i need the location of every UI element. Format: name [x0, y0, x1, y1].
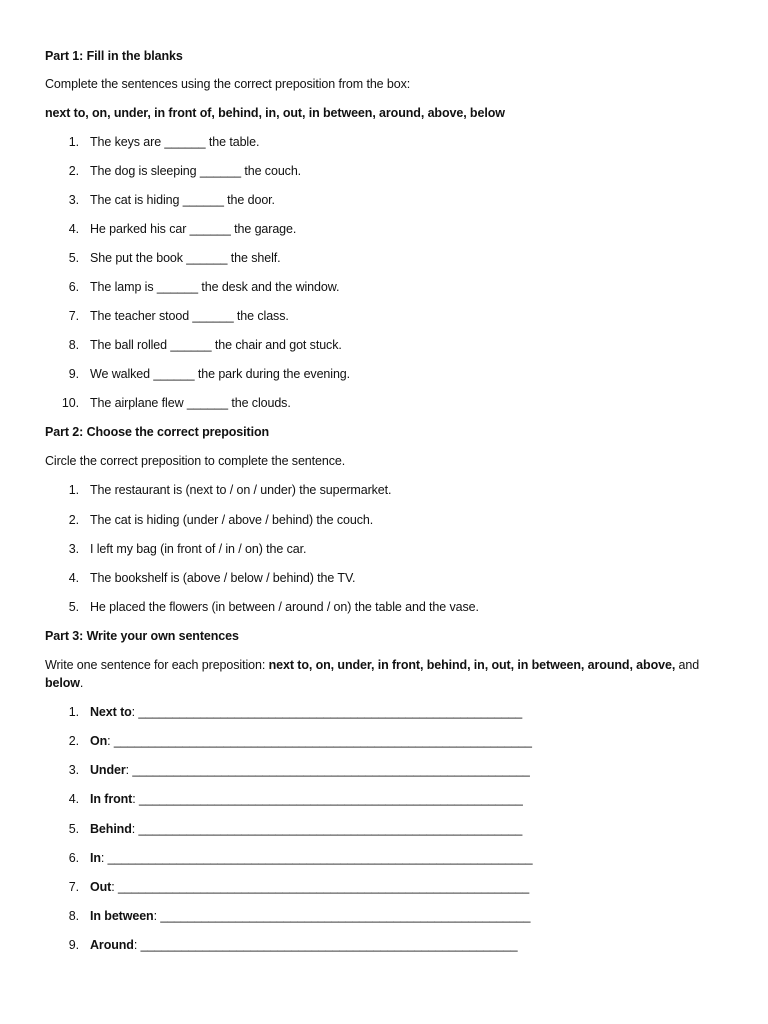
item-label: Next to: [90, 704, 132, 719]
item-label: Under: [90, 763, 126, 778]
answer-line: : ____________________________________________________________: [111, 879, 530, 894]
item-number: 1.: [68, 483, 79, 498]
part1-word-box: next to, on, under, in front of, behind, in, out, in between, around, above, below: [45, 106, 505, 120]
item-number: 7.: [68, 309, 79, 324]
list-item: [45, 278, 728, 296]
item-number: 4.: [68, 792, 79, 807]
part1-title: Part 1: Fill in the blanks: [45, 49, 183, 63]
item-number: 2.: [68, 512, 79, 527]
item-number: 4.: [68, 570, 79, 585]
list-item: [45, 162, 728, 180]
item-number: 5.: [68, 821, 79, 836]
part3-title: Part 3: Write your own sentences: [45, 628, 239, 643]
item-text: The keys are ______ the table.: [90, 135, 260, 149]
item-text: The cat is hiding (under / above / behind) the couch.: [90, 512, 374, 527]
list-item: [45, 133, 728, 151]
answer-line: : ________________________________________________________: [132, 792, 523, 807]
instruction-period: .: [79, 675, 84, 690]
item-number: 5.: [68, 251, 79, 266]
item-label: On: [90, 734, 108, 749]
part3-list: [45, 703, 728, 954]
item-label: Around: [90, 938, 134, 953]
answer-line: : __________________________________________________________: [125, 763, 530, 778]
list-item: [45, 394, 728, 412]
item-label: In between: [90, 908, 154, 923]
part2-title: Part 2: Choose the correct preposition: [45, 425, 270, 440]
item-number: 5.: [68, 599, 79, 614]
item-text: The airplane flew ______ the clouds.: [90, 396, 291, 411]
list-item: [45, 907, 728, 925]
instruction-text: Write one sentence for each preposition:: [45, 657, 269, 672]
list-item: [45, 249, 728, 267]
list-item: [45, 761, 728, 779]
item-text: The teacher stood ______ the class.: [90, 309, 289, 324]
item-number: 4.: [68, 222, 79, 237]
item-label: Behind: [90, 821, 132, 836]
answer-line: : _______________________________________________________: [133, 938, 518, 953]
list-item: [45, 790, 728, 808]
instruction-and: and: [675, 657, 700, 672]
answer-line: : ________________________________________________________: [131, 821, 523, 836]
part2-instruction: Circle the correct preposition to complete the sentence.: [45, 454, 346, 469]
item-label: In front: [90, 792, 133, 807]
item-number: 8.: [68, 338, 79, 353]
list-item: [45, 703, 728, 721]
item-number: 9.: [68, 938, 79, 953]
part1-instruction: Complete the sentences using the correct preposition from the box:: [45, 77, 411, 91]
item-text: The restaurant is (next to / on / under) the supermarket.: [90, 483, 392, 498]
item-text: I left my bag (in front of / in / on) the car.: [90, 541, 307, 556]
item-text: The lamp is ______ the desk and the window.: [90, 280, 340, 295]
item-label: Out: [90, 879, 112, 894]
list-item: [45, 220, 728, 238]
item-number: 3.: [68, 193, 79, 208]
instruction-prepositions: next to, on, under, in front, behind, in, out, in between, around, above,: [268, 657, 676, 672]
item-number: 7.: [68, 879, 79, 894]
item-number: 6.: [68, 280, 79, 295]
list-item: [45, 936, 728, 954]
item-number: 1.: [68, 135, 79, 149]
item-number: 3.: [68, 541, 79, 556]
list-item: [45, 878, 728, 896]
item-number: 8.: [68, 908, 79, 923]
item-number: 2.: [68, 734, 79, 749]
item-text: The bookshelf is (above / below / behind) the TV.: [90, 570, 356, 585]
list-item: [45, 820, 728, 838]
item-number: 2.: [68, 164, 79, 179]
item-text: The cat is hiding ______ the door.: [90, 193, 275, 208]
item-number: 3.: [68, 763, 79, 778]
part3-instruction: [45, 656, 728, 692]
item-number: 1.: [68, 704, 79, 719]
list-item: [45, 336, 728, 354]
list-item: [45, 365, 728, 383]
list-item: [45, 569, 728, 587]
item-text: She put the book ______ the shelf.: [90, 251, 281, 266]
list-item: [45, 191, 728, 209]
list-item: [45, 598, 728, 616]
list-item: [45, 481, 728, 499]
list-item: [45, 540, 728, 558]
answer-line: : ______________________________________________________: [153, 908, 531, 923]
item-number: 10.: [61, 396, 79, 411]
item-text: He parked his car ______ the garage.: [90, 222, 297, 237]
item-number: 9.: [68, 367, 79, 382]
instruction-last-preposition: below: [45, 675, 80, 690]
answer-line: : _____________________________________________________________: [107, 734, 532, 749]
item-number: 6.: [68, 850, 79, 865]
item-text: The ball rolled ______ the chair and got stuck.: [90, 338, 342, 353]
list-item: [45, 511, 728, 529]
item-text: He placed the flowers (in between / around / on) the table and the vase.: [90, 599, 479, 614]
list-item: [45, 849, 728, 867]
item-text: The dog is sleeping ______ the couch.: [90, 164, 302, 179]
list-item: [45, 307, 728, 325]
answer-line: : ________________________________________________________: [131, 704, 523, 719]
item-text: We walked ______ the park during the evening.: [90, 367, 351, 382]
part1-list: [45, 133, 728, 412]
part2-list: [45, 481, 728, 615]
answer-line: : ______________________________________________________________: [100, 850, 533, 865]
list-item: [45, 732, 728, 750]
item-label: In: [90, 850, 101, 865]
